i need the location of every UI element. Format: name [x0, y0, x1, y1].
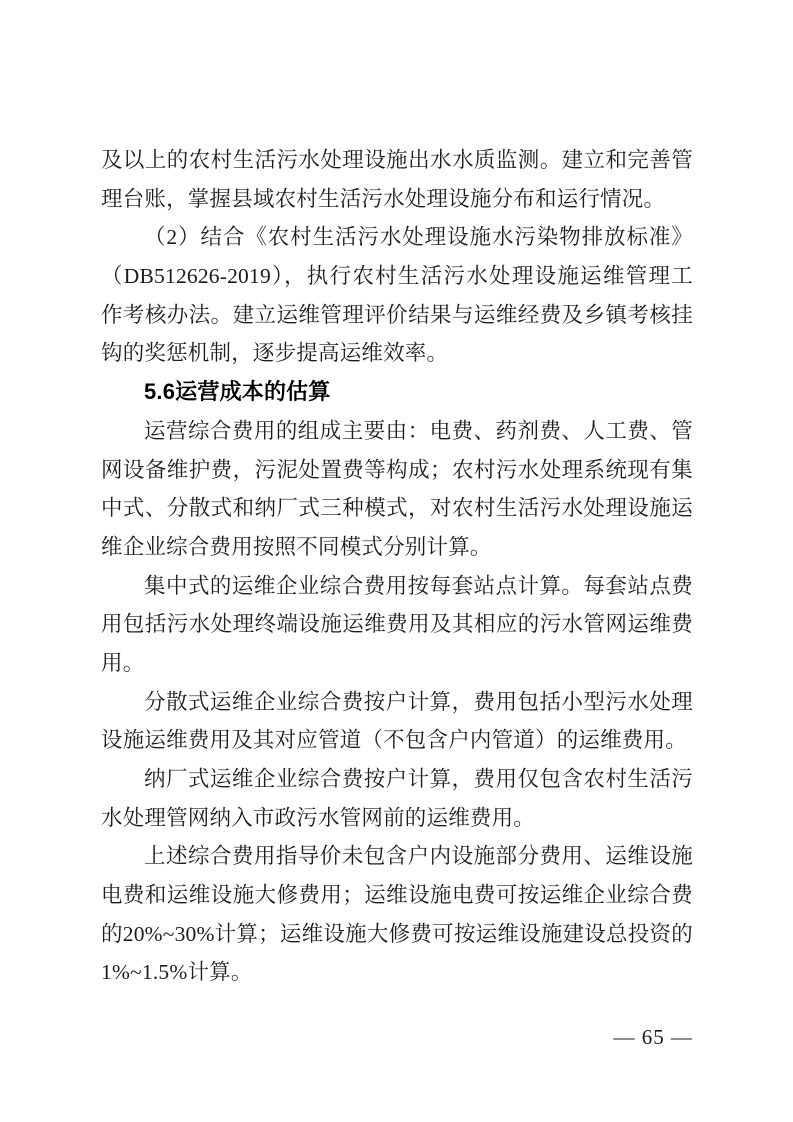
page-footer — [101, 1022, 693, 1052]
text-block — [101, 141, 693, 992]
paragraph-line: 水处理管网纳入市政污水管网前的运维费用。 — [101, 805, 536, 830]
paragraph-line: 上述综合费用指导价未包含户内设施部分费用、运维设施 — [144, 844, 693, 869]
paragraph-line: （2）结合《农村生活污水处理设施水污染物排放标准》 — [144, 225, 693, 250]
paragraph-line: 网设备维护费，污泥处置费等构成；农村污水处理系统现有集 — [101, 457, 693, 482]
paragraph-line: （DB512626-2019），执行农村生活污水处理设施运维管理工 — [101, 264, 693, 289]
paragraph-line: 1%~1.5%计算。 — [101, 960, 253, 985]
paragraph-line: 设施运维费用及其对应管道（不包含户内管道）的运维费用。 — [101, 728, 687, 753]
paragraph-line: 及以上的农村生活污水处理设施出水水质监测。建立和完善管 — [101, 148, 693, 172]
paragraph-line: 用包括污水处理终端设施运维费用及其相应的污水管网运维费 — [101, 612, 693, 637]
paragraph-line: 作考核办法。建立运维管理评价结果与运维经费及乡镇考核挂 — [101, 302, 693, 327]
paragraph-line: 中式、分散式和纳厂式三种模式，对农村生活污水处理设施运 — [101, 496, 693, 521]
paragraph-line: 分散式运维企业综合费按户计算，费用包括小型污水处理 — [144, 689, 693, 714]
section-heading: 5.6运营成本的估算 — [144, 379, 331, 405]
page-number: — 65 — — [613, 1025, 693, 1049]
paragraph-line: 纳厂式运维企业综合费按户计算，费用仅包含农村生活污 — [144, 767, 693, 791]
paragraph-line: 集中式的运维企业综合费用按每套站点计算。每套站点费 — [144, 573, 693, 598]
paragraph-line: 用。 — [101, 650, 145, 675]
paragraph-line: 运营综合费用的组成主要由：电费、药剂费、人工费、管 — [144, 418, 693, 443]
paragraph-line: 理台账，掌握县域农村生活污水处理设施分布和运行情况。 — [101, 186, 666, 211]
paragraph-line: 电费和运维设施大修费用；运维设施电费可按运维企业综合费 — [101, 883, 693, 908]
paragraph-line: 钩的奖惩机制，逐步提高运维效率。 — [101, 341, 449, 366]
paragraph-line: 维企业综合费用按照不同模式分别计算。 — [101, 534, 492, 559]
paragraph-line: 的20%~30%计算；运维设施大修费可按运维设施建设总投资的 — [101, 921, 693, 946]
